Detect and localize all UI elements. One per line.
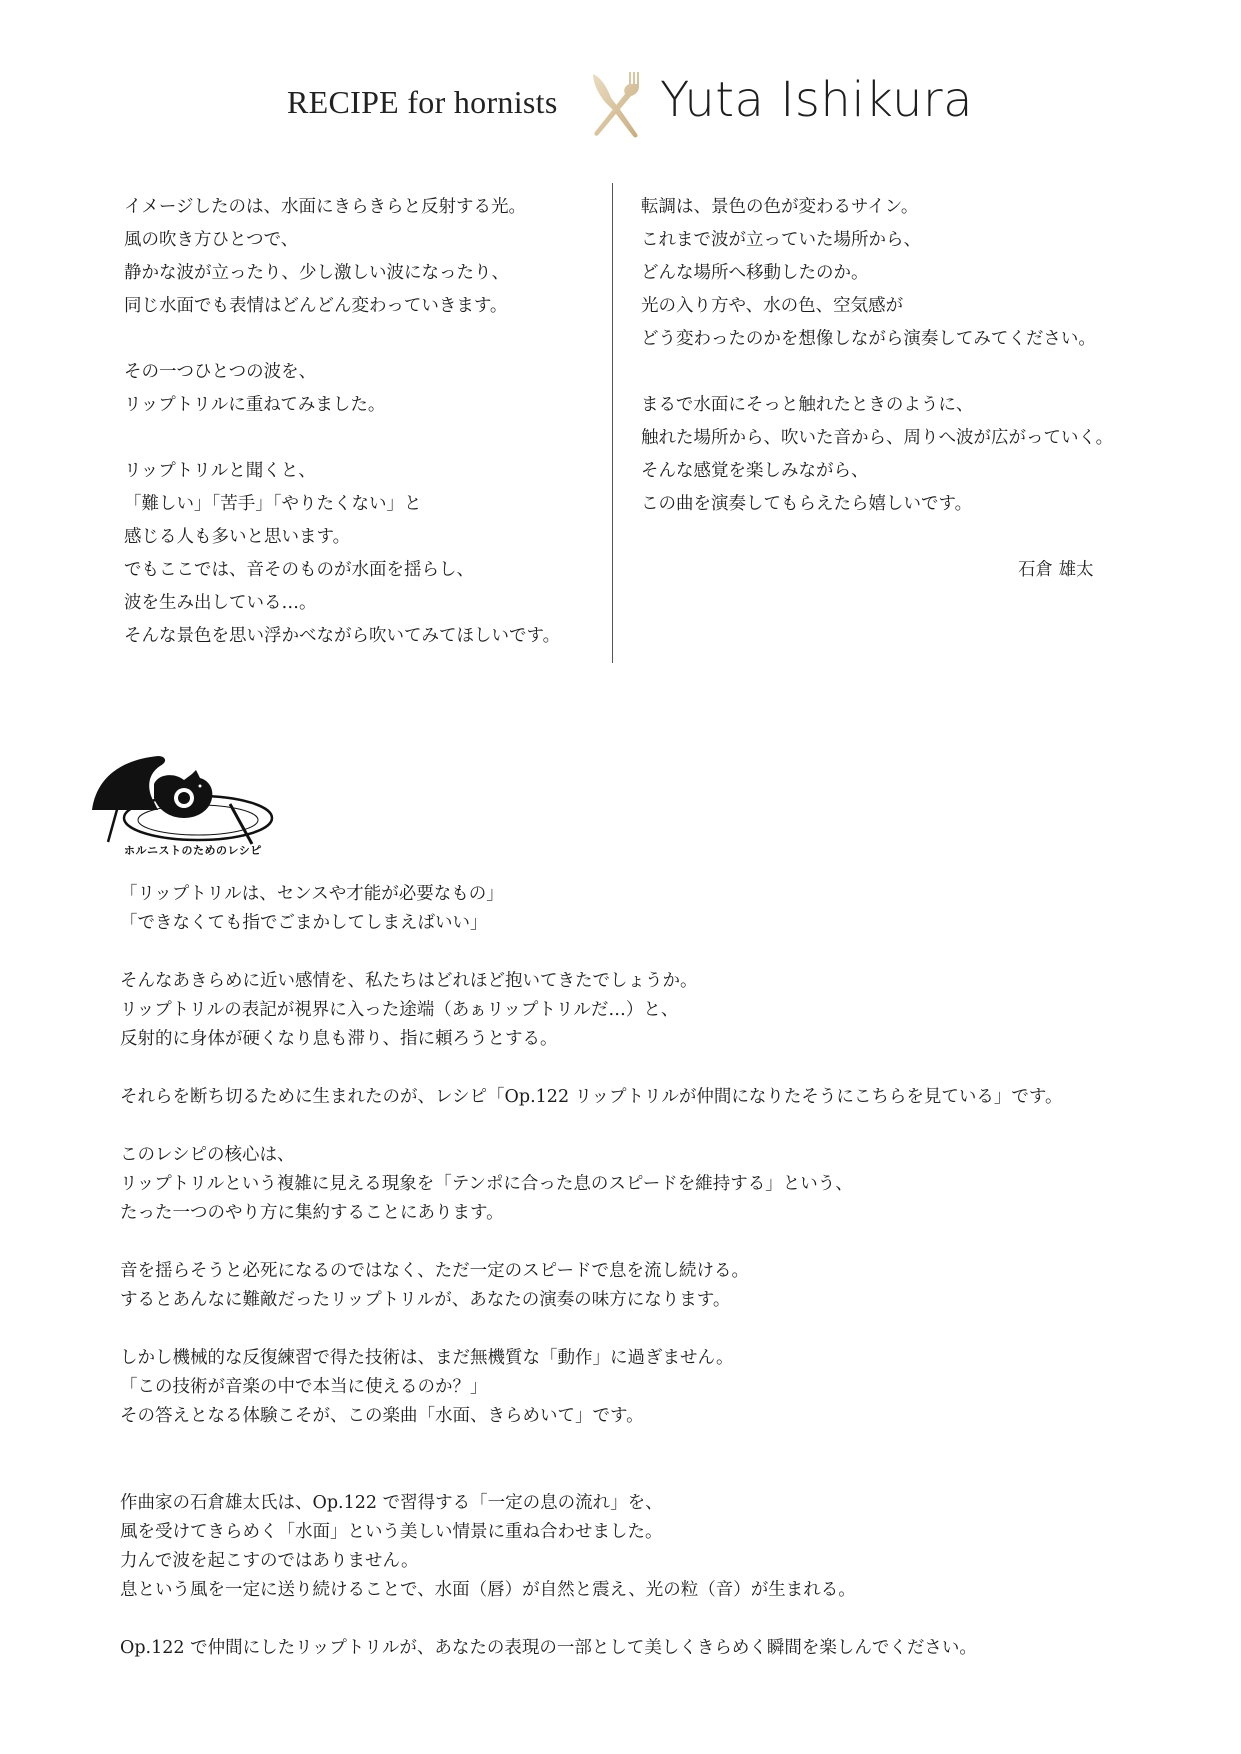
text-line: 転調は、景色の色が変わるサイン。: [641, 197, 919, 217]
text-line: 作曲家の石倉雄太氏は、Op.122 で習得する「一定の息の流れ」を、: [120, 1493, 663, 1513]
text-line: たった一つのやり方に集約することにあります。: [120, 1203, 504, 1223]
blank-line: [641, 356, 1113, 389]
text-line: そんな感覚を楽しみながら、: [641, 461, 869, 481]
text-line: まるで水面にそっと触れたときのように、: [641, 395, 974, 415]
blank-line: [124, 323, 560, 356]
text-line: そんなあきらめに近い感情を、私たちはどれほど抱いてきたでしょうか。: [120, 971, 698, 991]
body-text: [120, 880, 1063, 1663]
text-line: その答えとなる体験こそが、この楽曲「水面、きらめいて」です。: [120, 1406, 644, 1426]
text-line: Op.122 で仲間にしたリップトリルが、あなたの表現の一部として美しくきらめく瞬間を楽しんでください。: [120, 1638, 977, 1658]
text-line: でもここでは、音そのものが水面を揺らし、: [124, 560, 474, 580]
text-line: これまで波が立っていた場所から、: [641, 230, 921, 250]
fork-knife-icon: [585, 70, 645, 144]
text-line: それらを断ち切るために生まれたのが、レシピ「Op.122 リップトリルが仲間になりたそうにこちらを見ている」です。: [120, 1087, 1063, 1107]
blank-line: [124, 422, 560, 455]
text-line: このレシピの核心は、: [120, 1145, 295, 1165]
text-line: リップトリルと聞くと、: [124, 461, 316, 481]
text-line: どう変わったのかを想像しながら演奏してみてください。: [641, 329, 1096, 349]
blank-line: [120, 1460, 1063, 1489]
text-line: 風の吹き方ひとつで、: [124, 230, 299, 250]
signature: 石倉 雄太: [1018, 560, 1094, 580]
logo-caption: ホルニストのためのレシピ: [124, 844, 262, 857]
text-line: 波を生み出している…。: [124, 593, 317, 613]
text-line: リップトリルの表記が視界に入った途端（あぁリップトリルだ…）と、: [120, 1000, 679, 1020]
text-line: リップトリルに重ねてみました。: [124, 395, 386, 415]
text-line: 「リップトリルは、センスや才能が必要なもの」: [120, 884, 504, 904]
blank-line: [120, 1431, 1063, 1460]
text-line: その一つひとつの波を、: [124, 362, 317, 382]
blank-line: [120, 938, 1063, 967]
text-line: 静かな波が立ったり、少し激しい波になったり、: [124, 263, 509, 283]
text-line: 息という風を一定に送り続けることで、水面（唇）が自然と震え、光の粒（音）が生まれる。: [120, 1580, 856, 1600]
text-line: そんな景色を思い浮かべながら吹いてみてほしいです。: [124, 626, 561, 646]
text-line: 音を揺らそうと必死になるのではなく、ただ一定のスピードで息を流し続ける。: [120, 1261, 749, 1281]
blank-line: [120, 1315, 1063, 1344]
intro-right-column: [641, 191, 1113, 521]
column-divider: [612, 183, 613, 663]
intro-left-column: [124, 191, 560, 653]
blank-line: [120, 1112, 1063, 1141]
text-line: 感じる人も多いと思います。: [124, 527, 351, 547]
blank-line: [120, 1228, 1063, 1257]
text-line: この曲を演奏してもらえたら嬉しいです。: [641, 494, 973, 514]
text-line: 「この技術が音楽の中で本当に使えるのか？」: [120, 1377, 488, 1397]
text-line: 「できなくても指でごまかしてしまえばいい」: [120, 913, 488, 933]
recipe-label: RECIPE for hornists: [287, 84, 558, 120]
text-line: どんな場所へ移動したのか。: [641, 263, 869, 283]
blank-line: [120, 1054, 1063, 1083]
text-line: イメージしたのは、水面にきらきらと反射する光。: [124, 197, 526, 217]
text-line: 「難しい」「苦手」「やりたくない」と: [124, 494, 422, 514]
text-line: 同じ水面でも表情はどんどん変わっていきます。: [124, 296, 508, 316]
text-line: 力んで波を起こすのではありません。: [120, 1551, 419, 1571]
text-line: 風を受けてきらめく「水面」という美しい情景に重ね合わせました。: [120, 1522, 663, 1542]
text-line: 反射的に身体が硬くなり息も滞り、指に頼ろうとする。: [120, 1029, 558, 1049]
composer-name: Yuta Ishikura: [660, 72, 974, 128]
text-line: リップトリルという複雑に見える現象を「テンポに合った息のスピードを維持する」という、: [120, 1174, 853, 1194]
text-line: 触れた場所から、吹いた音から、周りへ波が広がっていく。: [641, 428, 1114, 448]
text-line: 光の入り方や、水の色、空気感が: [641, 296, 904, 316]
page-header: [0, 70, 1241, 150]
blank-line: [120, 1605, 1063, 1634]
text-line: するとあんなに難敵だったリップトリルが、あなたの演奏の味方になります。: [120, 1290, 731, 1310]
text-line: しかし機械的な反復練習で得た技術は、まだ無機質な「動作」に過ぎません。: [120, 1348, 734, 1368]
